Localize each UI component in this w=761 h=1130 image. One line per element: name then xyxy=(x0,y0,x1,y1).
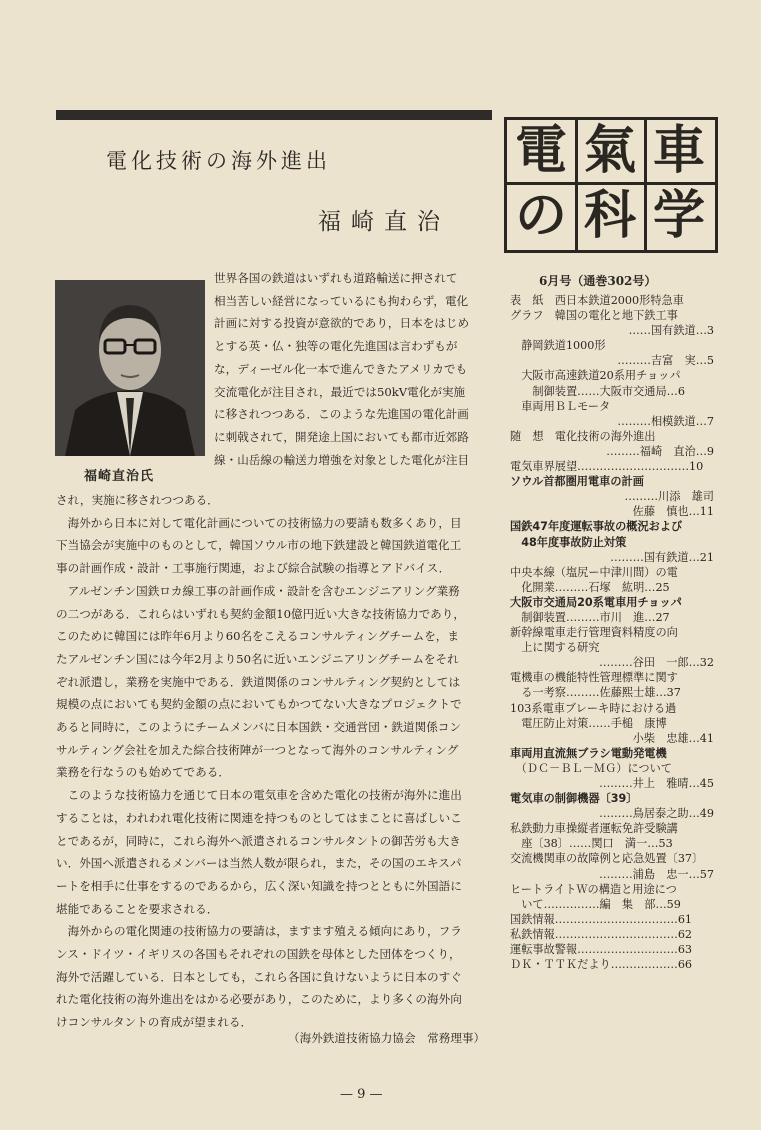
toc-entry-line: ヒートライトＷの構造と用途につ xyxy=(510,882,677,896)
body-line: 下当協会が実施中のものとして，韓国ソウル市の地下鉄建設と韓国鉄道電化工 xyxy=(56,538,462,553)
toc-entry-line: ………浦島 忠一…57 xyxy=(599,867,714,881)
body-line: たアルゼンチン国には今年2月より50名に近いエンジニアリングチームをそれ xyxy=(56,651,459,666)
toc-entry-line: 上に関する研究 xyxy=(510,641,600,655)
toc-entry-line: ………福崎 直治…9 xyxy=(606,444,714,458)
toc-entry-line: 電圧防止対策……手槌 康博 xyxy=(510,716,667,730)
toc-entry-line: ………相模鉄道…7 xyxy=(617,414,714,428)
body-line: に移されつつある．このような先進国の電化計画 xyxy=(214,407,469,422)
title-rule xyxy=(56,110,492,120)
body-line: けコンサルタントの育成が望まれる． xyxy=(56,1015,253,1030)
body-line: 世界各国の鉄道はいずれも道路輸送に押されて xyxy=(214,271,458,285)
masthead-char: 学 xyxy=(653,185,706,246)
portrait-caption: 福崎直治氏 xyxy=(84,469,155,484)
body-line: ートを相手に仕事をするのであるから，広く深い知識を持つとともに外国語に xyxy=(56,878,462,893)
body-line: 規模の点においても契約金額の点においてもかつてない大きなプロジェクトで xyxy=(56,697,462,712)
body-line: ぞれ派遣し，業務を実施中である．鉄道関係のコンサルティング契約としては xyxy=(56,674,461,689)
toc-entry-line: 制御装置………市川 進…27 xyxy=(510,610,670,624)
toc-entry-line: いて……………編 集 部…59 xyxy=(510,897,681,911)
toc-entry-line: 座〔38〕……関口 満一…53 xyxy=(510,837,673,851)
toc-entry-line: 大阪市高速鉄道20系用チョッパ xyxy=(510,369,681,383)
toc-entry-line: 車両用ＢＬモータ xyxy=(510,399,611,413)
body-line: 計画に対する投資が意欲的であり，日本をはじめ xyxy=(214,316,470,331)
body-line: 海外からの電化関連の技術協力の要請は，ますます殖える傾向にあり，フラ xyxy=(56,924,462,939)
toc-entry-line: ソウル首都圏用電車の計画 xyxy=(510,475,644,489)
toc-entry-line: ………谷田 一郎…32 xyxy=(599,656,714,670)
toc-entry-line: ………井上 雅晴…45 xyxy=(599,777,714,790)
toc-entry-line: 103系電車ブレーキ時における過 xyxy=(510,701,677,715)
author-portrait xyxy=(55,280,205,456)
toc-entry-line: る一考察………佐藤熙士雄…37 xyxy=(510,686,681,700)
body-full-block xyxy=(56,489,465,1034)
body-line: 相当苦しい経営になっているにも拘わらず，電化 xyxy=(214,293,469,308)
body-line: され，実施に移されつつある． xyxy=(56,493,219,507)
masthead-char: 車 xyxy=(653,120,706,181)
body-line: 海外から日本に対して電化計画についての技術協力の要請も数多くあり，目 xyxy=(56,515,462,530)
body-line: に刺戟されて，開発途上国においても都市近郊路 xyxy=(214,429,469,444)
body-line: とであるが，同時に，これら海外へ派遣されるコンサルタントの御苦労も大き xyxy=(56,833,461,848)
body-line: ンス・ドイツ・イギリスの各国もそれぞれの国鉄を母体とした団体をつくり， xyxy=(56,947,461,962)
body-line: とする英・仏・独等の電化先進国は言わずもが xyxy=(214,339,458,354)
toc-entry-line: 表 紙 西日本鉄道2000形特急車 xyxy=(510,294,684,307)
toc-entry-line: 国鉄47年度運転事故の概況および xyxy=(510,520,683,534)
toc-entry-line: 電気車の制御機器〔39〕 xyxy=(510,792,638,806)
toc-entry-line: ＤＫ・ＴＴＫだより………………66 xyxy=(510,958,693,972)
toc-entry-line: 国鉄情報……………………………61 xyxy=(510,912,693,926)
portrait-illustration xyxy=(55,280,205,456)
toc-entry-line: 大阪市交通局20系電車用チョッパ xyxy=(510,595,682,609)
body-line: 線・山岳線の輸送力増強を対象とした電化が注目 xyxy=(214,452,470,467)
toc-entry-line: 新幹線電車走行管理資料精度の向 xyxy=(510,626,678,640)
table-of-contents xyxy=(510,293,714,972)
article-title: 電化技術の海外進出 xyxy=(106,149,331,173)
magazine-masthead xyxy=(504,117,718,253)
body-line: い．外国へ派遣されるメンバーは当然人数が限られ，また，その国のエキスパ xyxy=(56,856,462,871)
body-top-block xyxy=(214,267,469,471)
body-line: アルゼンチン国鉄ロカ線工事の計画作成・設計を含むエンジニアリング業務 xyxy=(56,583,460,598)
body-line: れた電化技術の海外進出をはかる必要があり，このために，より多くの海外向 xyxy=(56,992,462,1007)
body-line: 海外で活躍している．日本としても，これら各国に負けないように日本のすぐ xyxy=(56,969,462,984)
toc-entry-line: 電気車界展望…………………………10 xyxy=(510,460,704,474)
toc-entry-line: 交流機関車の故障例と応急処置〔37〕 xyxy=(510,852,704,866)
toc-entry-line: ………吉富 実…5 xyxy=(617,354,714,368)
toc-entry-line: 車両用直流無ブラシ電動発電機 xyxy=(510,746,667,760)
toc-entry-line: 私鉄動力車操縦者運転免許受験講 xyxy=(510,822,678,836)
toc-entry-line: 私鉄情報……………………………62 xyxy=(510,927,693,941)
body-line: の二つがある．これらはいずれも契約金額10億円近い大きな技術協力であり， xyxy=(56,606,465,621)
toc-entry-line: 佐藤 慎也…11 xyxy=(632,505,714,519)
body-line: サルティング会社を加えた綜合技術陣が一つとなって海外のコンサルティング xyxy=(56,742,459,757)
body-line: あると同時に，このようにチームメンバに日本国鉄・交通営団・鉄道関係コン xyxy=(56,720,461,735)
masthead-divider xyxy=(644,120,647,250)
body-line: 堪能であることを要求される． xyxy=(56,901,219,916)
toc-entry-line: ………川添 雄司 xyxy=(624,490,714,504)
author-affiliation: （海外鉄道技術協力協会 常務理事） xyxy=(288,1031,486,1045)
toc-entry-line: （ＤＣ－ＢＬ－ＭＧ）について xyxy=(510,761,672,775)
toc-entry-line: 化開業………石塚 紘明…25 xyxy=(510,580,670,594)
toc-entry-line: 中央本線（塩尻ー中津川間）の電 xyxy=(510,565,678,579)
toc-entry-line: グラフ 韓国の電化と地下鉄工事 xyxy=(510,309,678,323)
toc-entry-line: 静岡鉄道1000形 xyxy=(510,339,606,353)
page-number: — 9 — xyxy=(340,1087,383,1102)
masthead-char: 電 xyxy=(515,120,568,181)
toc-entry-line: 小柴 忠雄…41 xyxy=(632,731,714,745)
body-line: な，ディーゼル化一本で進んできたアメリカでも xyxy=(214,361,468,376)
toc-entry-line: 48年度事故防止対策 xyxy=(510,535,627,549)
masthead-char: 科 xyxy=(584,185,637,246)
toc-entry-line: ………国有鉄道…21 xyxy=(610,550,714,564)
body-line: 事の計画作成・設計・工事施行関連，および綜合試験の指導とアドバイス． xyxy=(56,561,451,576)
body-line: することは，われわれ電化技術に関連を持つものとしてはまことに喜ばしいこ xyxy=(56,810,462,825)
toc-entry-line: 電機車の機能特性管理標準に関す xyxy=(510,671,678,685)
body-line: 交流電化が注目され，最近では50kV電化が実施 xyxy=(214,384,466,399)
masthead-divider xyxy=(575,120,578,250)
body-line: このために韓国には昨年6月より60名をこえるコンサルティングチームを，ま xyxy=(56,629,459,644)
article-author: 福崎直治 xyxy=(318,209,450,235)
toc-entry-line: ……国有鉄道…3 xyxy=(628,324,714,338)
body-line: 業務を行なうのも始めてである． xyxy=(56,765,230,780)
body-line: このような技術協力を通じて日本の電気車を含めた電化の技術が海外に進出 xyxy=(56,788,462,803)
issue-number: 6月号（通巻302号） xyxy=(539,274,657,288)
toc-entry-line: ………鳥居泰之助…49 xyxy=(599,807,714,821)
masthead-char: 氣 xyxy=(584,120,637,181)
toc-entry-line: 制御装置……大阪市交通局…6 xyxy=(510,384,685,398)
toc-entry-line: 随 想 電化技術の海外進出 xyxy=(510,429,656,443)
toc-entry-line: 運転事故警報………………………63 xyxy=(510,943,693,957)
masthead-char: の xyxy=(515,185,568,246)
